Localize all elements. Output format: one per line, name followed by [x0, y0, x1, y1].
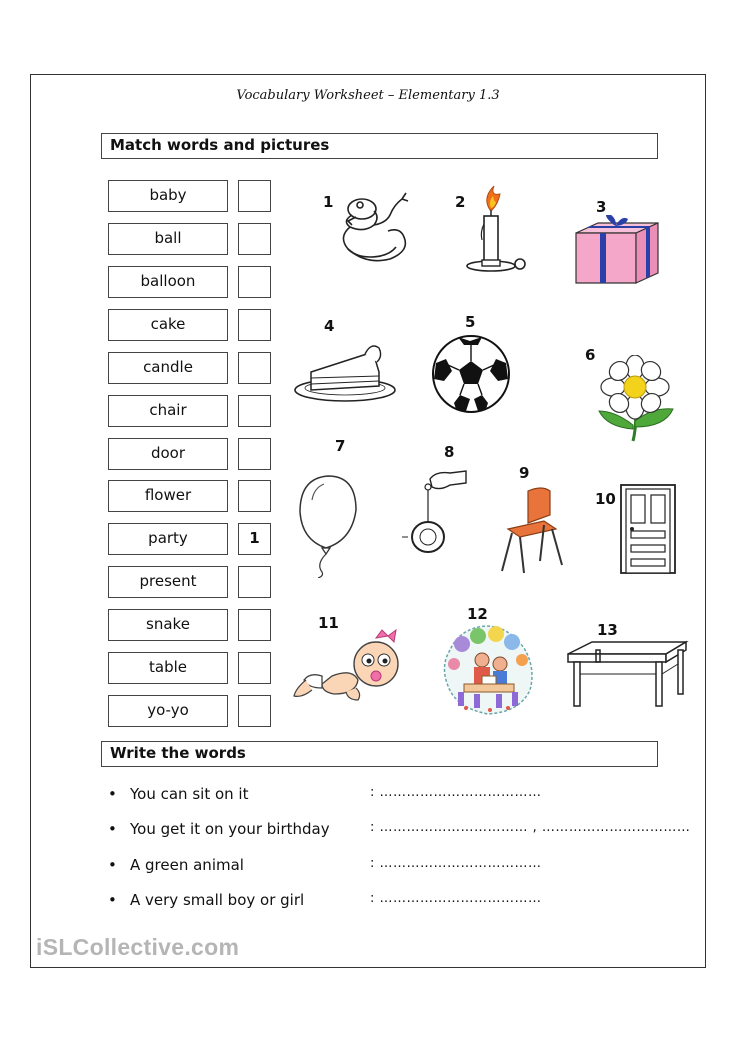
answer-line[interactable]: : ……………………………… — [370, 785, 542, 800]
picture-number-2: 2 — [455, 193, 466, 211]
picture-number-11: 11 — [318, 614, 339, 632]
bullet-icon: • — [108, 820, 117, 838]
cake-icon — [293, 332, 403, 404]
picture-number-3: 3 — [596, 198, 607, 216]
word-flower: flower — [108, 480, 228, 512]
answer-box-cake[interactable] — [238, 309, 271, 341]
word-yo-yo: yo-yo — [108, 695, 228, 727]
question-text: You can sit on it — [130, 785, 249, 803]
answer-box-candle[interactable] — [238, 352, 271, 384]
answer-box-ball[interactable] — [238, 223, 271, 255]
answer-box-baby[interactable] — [238, 180, 271, 212]
present-icon — [570, 215, 665, 285]
answer-box-yo-yo[interactable] — [238, 695, 271, 727]
bullet-icon: • — [108, 856, 117, 874]
candle-icon — [460, 182, 530, 277]
worksheet-title: Vocabulary Worksheet – Elementary 1.3 — [236, 88, 500, 103]
answer-line[interactable]: : ……………………………… — [370, 856, 542, 871]
word-party: party — [108, 523, 228, 555]
yoyo-icon — [400, 465, 470, 555]
picture-number-4: 4 — [324, 317, 335, 335]
picture-number-8: 8 — [444, 443, 455, 461]
picture-number-5: 5 — [465, 313, 476, 331]
answer-line[interactable]: : ……………………………… — [370, 891, 542, 906]
answer-box-balloon[interactable] — [238, 266, 271, 298]
word-candle: candle — [108, 352, 228, 384]
snake-icon — [330, 187, 420, 272]
section-match-heading: Match words and pictures — [101, 133, 658, 159]
answer-box-flower[interactable] — [238, 480, 271, 512]
section-write-heading: Write the words — [101, 741, 658, 767]
picture-number-7: 7 — [335, 437, 346, 455]
table-icon — [566, 640, 690, 710]
word-baby: baby — [108, 180, 228, 212]
picture-number-6: 6 — [585, 346, 596, 364]
balloon-icon — [292, 470, 367, 578]
word-door: door — [108, 438, 228, 470]
answer-box-chair[interactable] — [238, 395, 271, 427]
bullet-icon: • — [108, 785, 117, 803]
picture-number-13: 13 — [597, 621, 618, 639]
picture-number-1: 1 — [323, 193, 334, 211]
baby-icon — [292, 628, 407, 703]
chair-icon — [498, 485, 568, 575]
party-icon — [438, 620, 538, 718]
question-text: A very small boy or girl — [130, 891, 305, 909]
question-text: A green animal — [130, 856, 244, 874]
picture-number-9: 9 — [519, 464, 530, 482]
picture-number-10: 10 — [595, 490, 616, 508]
answer-box-table[interactable] — [238, 652, 271, 684]
ball-icon — [430, 333, 512, 415]
word-snake: snake — [108, 609, 228, 641]
bullet-icon: • — [108, 891, 117, 909]
flower-icon — [595, 355, 680, 443]
word-cake: cake — [108, 309, 228, 341]
picture-number-12: 12 — [467, 605, 488, 623]
word-ball: ball — [108, 223, 228, 255]
word-table: table — [108, 652, 228, 684]
door-icon — [617, 481, 679, 576]
question-text: You get it on your birthday — [130, 820, 330, 838]
answer-box-party[interactable]: 1 — [238, 523, 271, 555]
answer-box-door[interactable] — [238, 438, 271, 470]
answer-box-snake[interactable] — [238, 609, 271, 641]
word-present: present — [108, 566, 228, 598]
answer-line[interactable]: : …………………………… , …………………………… — [370, 820, 691, 835]
site-logo: iSLCollective.com — [36, 934, 240, 960]
word-balloon: balloon — [108, 266, 228, 298]
word-chair: chair — [108, 395, 228, 427]
answer-box-present[interactable] — [238, 566, 271, 598]
